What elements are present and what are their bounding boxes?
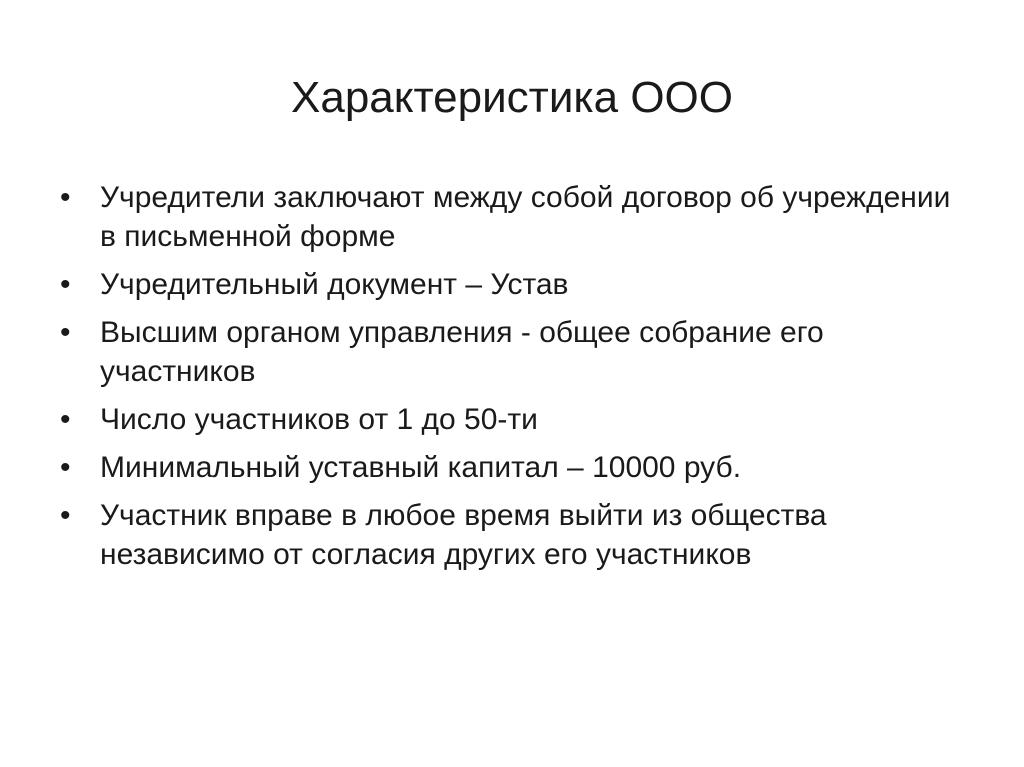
list-item xyxy=(56,178,966,256)
list-item-text: Минимальный уставный капитал – 10000 руб. xyxy=(100,451,742,484)
bullet-icon: • xyxy=(60,181,71,214)
list-item-text: Высшим органом управления - общее собрание его участников xyxy=(100,316,824,388)
list-item xyxy=(56,496,966,574)
bullet-icon: • xyxy=(60,451,71,484)
list-item-text: Учредительный документ – Устав xyxy=(100,268,569,301)
slide-title: Характеристика ООО xyxy=(291,73,733,122)
list-item xyxy=(56,448,966,487)
list-item-text: Число участников от 1 до 50-ти xyxy=(100,403,538,436)
bullet-icon: • xyxy=(60,403,71,436)
bullet-icon: • xyxy=(60,499,71,532)
bullet-icon: • xyxy=(60,268,71,301)
list-item xyxy=(56,313,966,391)
list-item xyxy=(56,400,966,439)
list-item xyxy=(56,265,966,304)
bullet-list xyxy=(56,178,966,583)
list-item-text: Учредители заключают между собой договор об учреждении в письменной форме xyxy=(100,181,951,253)
list-item-text: Участник вправе в любое время выйти из общества независимо от согласия других его участников xyxy=(100,499,827,571)
bullet-icon: • xyxy=(60,316,71,349)
